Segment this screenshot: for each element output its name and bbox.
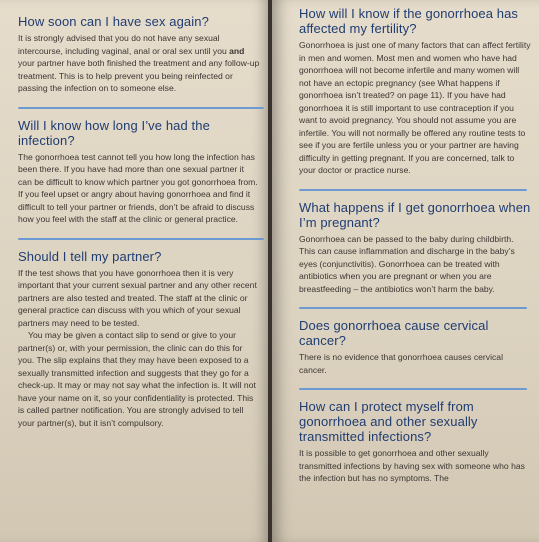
paragraph-tell-partner-2: You may be given a contact slip to send or give to your partner(s) or, with your permission, the clinic can do this for you. The slip explains that they may have been exposed to a sexually transmitted infection and suggests that they go for a check-up. It may or may not say what the infection is. It will not have your name on it, so your confidentiality is protected. This is called partner notification. You are strongly advised to tell your partner(s), but it isn’t compulsory. — [18, 330, 256, 428]
heading-tell-partner: Should I tell my partner? — [18, 248, 162, 264]
paragraph-sex-again-part2: your partner have both finished the treatment and any follow-up treatment. This is to help prevent you being reinfected or passing the infection on to someone else. — [18, 58, 260, 93]
paragraph-cervical-cancer: There is no evidence that gonorrhoea causes cervical cancer. — [299, 352, 503, 375]
paragraph-fertility: Gonorrhoea is just one of many factors that can affect fertility in men and women. Most men and women who have had gonorrhoea will not become infertile and many women will not have an ectopic pregnancy (see What happens if gonorrhoea isn’t treated? on page 11). If you have had gonorrhoea it is still important to use contraception if you want to avoid pregnancy. You should not assume you are infertile. You will not normally be offered any routine tests to see if you are fertile unless you or your partner are having difficulty in getting pregnant. If you are concerned, talk to your doctor or practice nurse. — [299, 40, 531, 175]
paragraph-how-long: The gonorrhoea test cannot tell you how long the infection has been there. If you have had more than one sexual partner it can be difficult to know which partner you got gonorrhoea from. If you feel upset or angry about having gonorrhoea and find it difficult to tell your partner or friends, don’t be afraid to discuss how you feel with the staff at the clinic or general practice. — [18, 151, 258, 224]
heading-protect: How can I protect myself from gonorrhoea and other sexually transmitted infections? — [299, 399, 478, 444]
section-cervical-cancer — [299, 318, 531, 376]
section-divider — [299, 189, 527, 191]
paragraph-sex-again-part1: It is strongly advised that you do not have any sexual intercourse, including vaginal, anal or oral sex until you — [18, 33, 230, 56]
paragraph-pregnant: Gonorrhoea can be passed to the baby during childbirth. This can cause inflammation and discharge in the baby’s eyes (conjunctivitis). Gonorrhoea can be treated with antibiotics when you are pregnant or when you are breastfeeding – the antibiotics won’t harm the baby. — [299, 233, 515, 294]
section-how-long — [18, 118, 260, 226]
section-divider — [299, 307, 527, 309]
section-divider — [18, 107, 264, 109]
paragraph-sex-again-bold: and — [229, 45, 245, 56]
section-tell-partner — [18, 249, 260, 430]
heading-sex-again: How soon can I have sex again? — [18, 14, 209, 29]
paragraph-sex-again — [18, 32, 260, 95]
left-page — [0, 0, 268, 542]
section-pregnant — [299, 200, 531, 296]
section-fertility — [299, 6, 531, 177]
heading-cervical-cancer: Does gonorrhoea cause cervical cancer? — [299, 318, 489, 348]
heading-how-long: Will I know how long I’ve had the infection? — [18, 117, 210, 148]
section-divider — [18, 238, 264, 240]
paragraph-tell-partner-1: If the test shows that you have gonorrhoea then it is very important that your current sexual partner and any other recent partners are also tested and treated. The staff at the clinic or general practice can discuss with you which of your sexual partners may need to be tested. — [18, 267, 257, 328]
section-sex-again — [18, 14, 260, 95]
heading-pregnant: What happens if I get gonorrhoea when I’m pregnant? — [299, 199, 531, 230]
right-page — [272, 0, 539, 542]
heading-fertility: How will I know if the gonorrhoea has affected my fertility? — [299, 6, 519, 36]
section-divider — [299, 388, 527, 390]
section-protect — [299, 399, 531, 485]
paragraph-protect: It is possible to get gonorrhoea and other sexually transmitted infections by having sex with someone who has the infection but has no symptoms. The — [299, 448, 525, 483]
